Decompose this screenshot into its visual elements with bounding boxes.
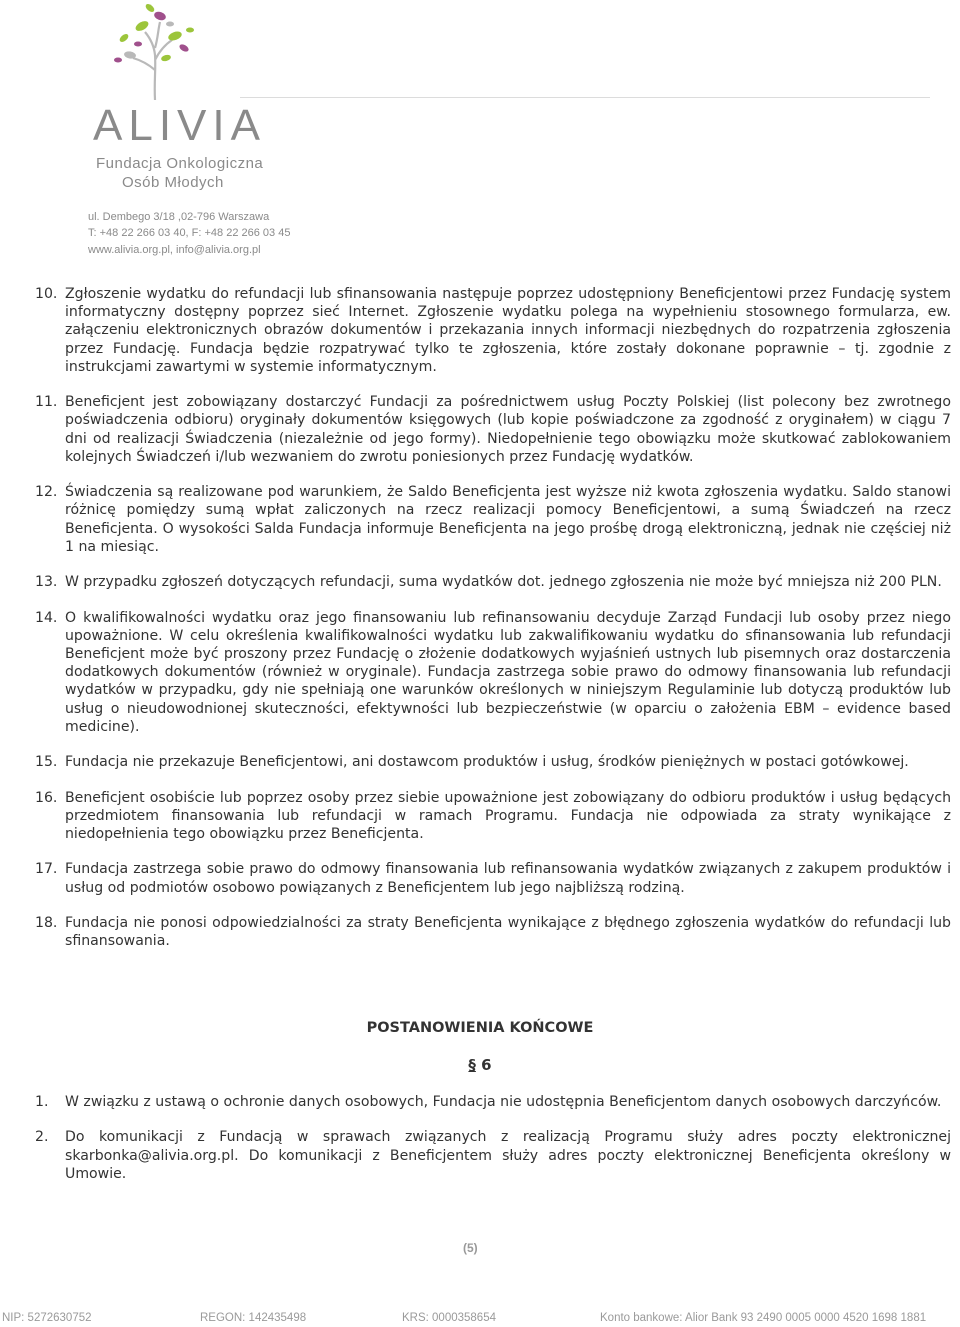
paragraph-number	[0, 1056, 960, 1074]
item-text: W związku z ustawą o ochronie danych osobowych, Fundacja nie udostępnia Beneficjentom danych osobowych darczyńców.	[65, 1094, 942, 1110]
item-number: 18.	[35, 914, 58, 931]
item-number: 1.	[35, 1094, 49, 1110]
footer-nip: NIP: 5272630752	[2, 1312, 92, 1324]
list-item	[35, 285, 951, 376]
header-divider	[240, 97, 930, 98]
phone-fax-line: T: +48 22 266 03 40, F: +48 22 266 03 45	[88, 227, 291, 239]
document-body	[35, 285, 951, 968]
item-number: 12.	[35, 484, 58, 501]
list-item	[35, 789, 951, 844]
item-text: O kwalifikowalności wydatku oraz jego finansowaniu lub refinansowaniu decyduje Zarząd Fundacji lub osoby przez niego upoważnione. W celu określenia kwalifikowalności wydatku lub zakwalifikowaniu wydatku do sfinansowania lub refundacji Beneficjent może być proszony przez Fundację o złożenie dodatkowych wyjaśnień ustnych lub pisemnych oraz dostarczenia dodatkowych dokumentów (również w oryginale). Fundacja zastrzega sobie prawo do odmowy finansowania lub refundacji wydatków w przypadku, gdy nie spełniają one warunków określonych w niniejszym Regulaminie lub dotyczą produktów lub usług o nieudowodnionej skuteczności, efektywności lub bezpieczeństwie (w oparciu o założenia EBM – evidence based medicine).	[65, 609, 951, 735]
list-item	[35, 914, 951, 950]
item-text: Beneficjent osobiście lub poprzez osoby przez siebie upoważnione jest zobowiązany do odbioru produktów i usług będących przedmiotem finansowania lub refundacji w ramach Programu. Fundacja nie odpowiada za straty wynikające z niedopełnienia tego obowiązku przez Beneficjenta.	[65, 789, 951, 842]
list-item	[35, 753, 951, 771]
list-item	[35, 483, 951, 556]
footer-krs: KRS: 0000358654	[402, 1312, 496, 1324]
list-item	[35, 1128, 951, 1183]
footer	[0, 1312, 960, 1327]
list-item	[35, 573, 951, 591]
item-number: 16.	[35, 789, 58, 806]
item-text: Beneficjent jest zobowiązany dostarczyć Fundacji za pośrednictwem usług Poczty Polskiej (list polecony bez zwrotnego poświadczenia odbioru) oryginały dokumentów księgowych (lub kopie poświadczone za zgodność z oryginałem) w ciągu 7 dni od realizacji Świadczenia (niezależnie od jego formy). Niedopełnienie tego obowiązku może skutkować zablokowaniem kolejnych Świadczeń i/lub wezwaniem do zwrotu poniesionych przez Fundację wydatków.	[65, 394, 951, 465]
footer-regon: REGON: 142435498	[200, 1312, 307, 1324]
item-text: Świadczenia są realizowane pod warunkiem, że Saldo Beneficjenta jest wyższe niż kwota zgłoszenia wydatku. Saldo stanowi różnicę pomiędzy sumą wpłat zaliczonych na rzecz realizacji pomocy Beneficjentowi, a sumą Świadczeń na rzecz Beneficjenta. O wysokości Salda Fundacja informuje Beneficjenta na jego prośbę drogą elektroniczną, jednak nie częściej niż 1 na miesiąc.	[65, 484, 951, 555]
item-number: 2.	[35, 1129, 49, 1146]
footer-bank-account: Konto bankowe: Alior Bank 93 2490 0005 0000 4520 1698 1881	[600, 1312, 927, 1324]
list-item	[35, 609, 951, 736]
section-sign: §	[468, 1056, 476, 1074]
tree-logo-icon	[100, 0, 210, 102]
section-title: POSTANOWIENIA KOŃCOWE	[366, 1020, 594, 1036]
final-provisions	[35, 1093, 951, 1200]
section-number: 6	[481, 1056, 492, 1074]
list-item	[35, 860, 951, 896]
item-number: 10.	[35, 286, 58, 302]
item-text: Do komunikacji z Fundacją w sprawach związanych z realizacją Programu służy adres poczty elektronicznej skarbonka@alivia.org.pl. Do komunikacji z Beneficjentem służy adres poczty elektronicznej Beneficjenta określony w Umowie.	[65, 1129, 951, 1182]
logo-subtitle: Fundacja Onkologiczna	[96, 155, 264, 172]
item-number: 11.	[35, 394, 58, 411]
item-number: 15.	[35, 754, 58, 771]
logo-wordmark: ALIVIA	[93, 101, 266, 150]
page-number: (5)	[463, 1241, 478, 1255]
list-item	[35, 393, 951, 466]
letterhead	[0, 0, 960, 270]
item-text: Fundacja nie ponosi odpowiedzialności za straty Beneficjenta wynikające z błędnego zgłoszenia wydatków do refundacji lub sfinansowania.	[65, 914, 951, 950]
address-line: ul. Dembego 3/18 ,02-796 Warszawa	[88, 211, 270, 223]
item-number: 13.	[35, 574, 58, 591]
item-number: 14.	[35, 609, 58, 626]
item-text: W przypadku zgłoszeń dotyczących refundacji, suma wydatków dot. jednego zgłoszenia nie może być mniejsza niż 200 PLN.	[65, 574, 942, 591]
item-number: 17.	[35, 861, 58, 878]
logo-subtitle: Osób Młodych	[122, 174, 224, 191]
list-item	[35, 1093, 951, 1111]
web-email-line: www.alivia.org.pl, info@alivia.org.pl	[88, 244, 261, 256]
item-text: Zgłoszenie wydatku do refundacji lub sfinansowania następuje poprzez udostępniony Beneficjentowi przez Fundację system informatyczny dostępny poprzez sieć Internet. Zgłoszenie wydatku polega na wypełnieniu stosownego formularza, ew. załączeniu elektronicznych obrazów dokumentów i przekazania innych informacji niezbędnych do rozpatrzenia zgłoszenia przez Fundację. Fundacja będzie rozpatrywać tylko te zgłoszenia, które zostały dokonane poprawnie – tj. zgodnie z instrukcjami zawartymi w systemie informatycznym.	[65, 286, 951, 375]
item-text: Fundacja zastrzega sobie prawo do odmowy finansowania lub refinansowania wydatków związanych z zakupem produktów i usług od podmiotów osobowo powiązanych z Beneficjentem lub jego najbliższą rodziną.	[65, 861, 951, 896]
item-text: Fundacja nie przekazuje Beneficjentowi, ani dostawcom produktów i usług, środków pieniężnych w postaci gotówkowej.	[65, 754, 909, 771]
